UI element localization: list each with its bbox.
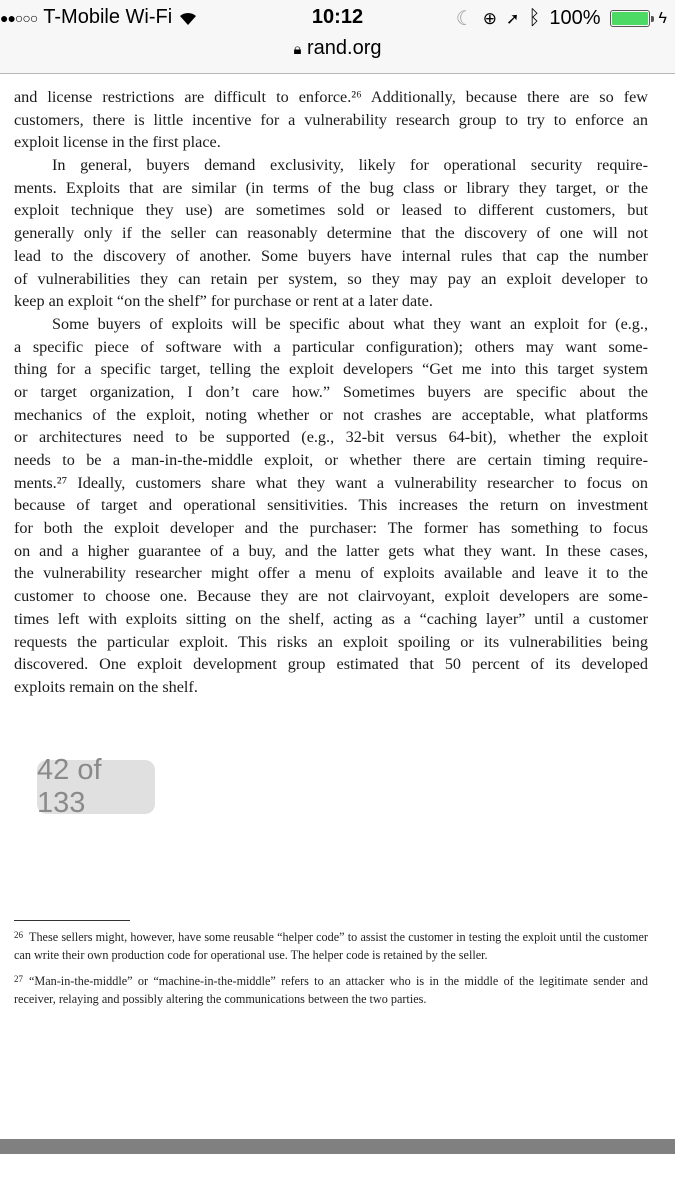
text-line: In general, buyers demand exclusivity, likely for operational security require- <box>52 156 648 175</box>
document-body <box>14 86 648 699</box>
footnote-27 <box>14 973 648 1008</box>
text-line: the vulnerability researcher might offer a menu of exploits available and leave it to the <box>14 564 648 583</box>
text-line: because of target and operational sensitivities. This increases the return on investment <box>14 496 648 515</box>
moon-icon: ☾ <box>455 8 474 30</box>
text-line: on and a higher guarantee of a buy, and the latter gets what they want. In these cases, <box>14 541 648 560</box>
text-line: mechanics of the exploit, noting whether or not crashes are acceptable, what platforms <box>14 405 648 424</box>
text-line: of vulnerabilities they can retain per system, so they may pay an exploit developer to <box>14 269 648 288</box>
signal-strength-icon: ●●○○○ <box>0 9 38 26</box>
footnote-text: “Man-in-the-middle” or “machine-in-the-middle” refers to an attacker who is in the middle of the legitimate sender and receiver, relaying and possibly altering the communications between the two parties. <box>14 974 648 1006</box>
text-line: times left with exploits sitting on the shelf, acting as a “caching layer” until a customer <box>14 609 648 628</box>
battery-icon <box>610 10 650 27</box>
location-arrow-icon: ➚ <box>505 10 520 28</box>
text-line: lead to the discovery of another. Some buyers have internal rules that cap the number <box>14 246 648 265</box>
text-line: generally only if the seller can reasonably determine that the discovery of one will not <box>14 224 648 243</box>
carrier-name: T-Mobile Wi-Fi <box>43 6 173 28</box>
text-line: exploit technique they use) are sometimes sold or leased to different customers, but <box>14 201 648 220</box>
text-line: thing for a specific target, telling the exploit developers “Get me into this target system <box>14 360 648 379</box>
battery-percent: 100% <box>549 7 601 29</box>
text-line: ments.²⁷ Ideally, customers share what they want a vulnerability researcher to focus on <box>14 473 648 492</box>
text-line: ments. Exploits that are similar (in terms of the bug class or library they target, or the <box>14 178 648 197</box>
text-line: customer to choose one. Because they are not clairvoyant, exploit developers are some- <box>14 587 648 606</box>
page-indicator: 42 of 133 <box>37 760 155 814</box>
rotation-lock-icon: ⊕ <box>482 8 497 28</box>
text-line: needs to be a man-in-the-middle exploit, or whether there are certain timing require- <box>14 451 648 469</box>
footnote-number: 27 <box>14 974 23 984</box>
footnote-divider <box>14 920 130 921</box>
lock-icon: 🔒︎ <box>293 41 302 58</box>
text-line: or target organization, I don’t care how.” Sometimes buyers are specific about the <box>14 382 648 401</box>
text-line: Some buyers of exploits will be specific about what they want an exploit for (e.g., <box>52 314 648 333</box>
clock: 10:12 <box>311 6 364 28</box>
text-line: a specific piece of software with a particular configuration); others may want some- <box>14 337 648 356</box>
text-line: keep an exploit “on the shelf” for purchase or rent at a later date. <box>14 292 433 311</box>
footnote-26 <box>14 929 648 964</box>
charging-bolt-icon: ϟ <box>658 9 667 27</box>
text-line: customers, there is little incentive for a vulnerability research group to try to enforce an <box>14 110 648 129</box>
footnotes <box>14 929 648 1017</box>
text-line: or architectures need to be supported (e.g., 32-bit versus 64-bit), whether the exploit <box>14 428 648 447</box>
text-line: requests the particular exploit. This risks an exploit spoiling or its vulnerabilities being <box>14 632 648 651</box>
address-bar[interactable] <box>0 37 675 60</box>
text-line: exploits remain on the shelf. <box>14 677 198 696</box>
footnote-text: These sellers might, however, have some reusable “helper code” to assist the customer in testing the exploit until the customer can write their own production code for operational use. The helper code is retained by the seller. <box>14 930 648 962</box>
status-bar <box>0 0 675 74</box>
text-line: discovered. One exploit development group estimated that 50 percent of its developed <box>14 655 648 674</box>
page-separator-bar <box>0 1139 675 1154</box>
text-line: for both the exploit developer and the purchaser: The former has something to focus <box>14 519 648 538</box>
bluetooth-icon: ᛒ <box>528 7 541 29</box>
text-line: exploit license in the first place. <box>14 133 221 152</box>
text-line: and license restrictions are difficult to enforce.²⁶ Additionally, because there are so few <box>14 88 648 106</box>
url-text: rand.org <box>307 37 382 59</box>
footnote-number: 26 <box>14 930 23 940</box>
